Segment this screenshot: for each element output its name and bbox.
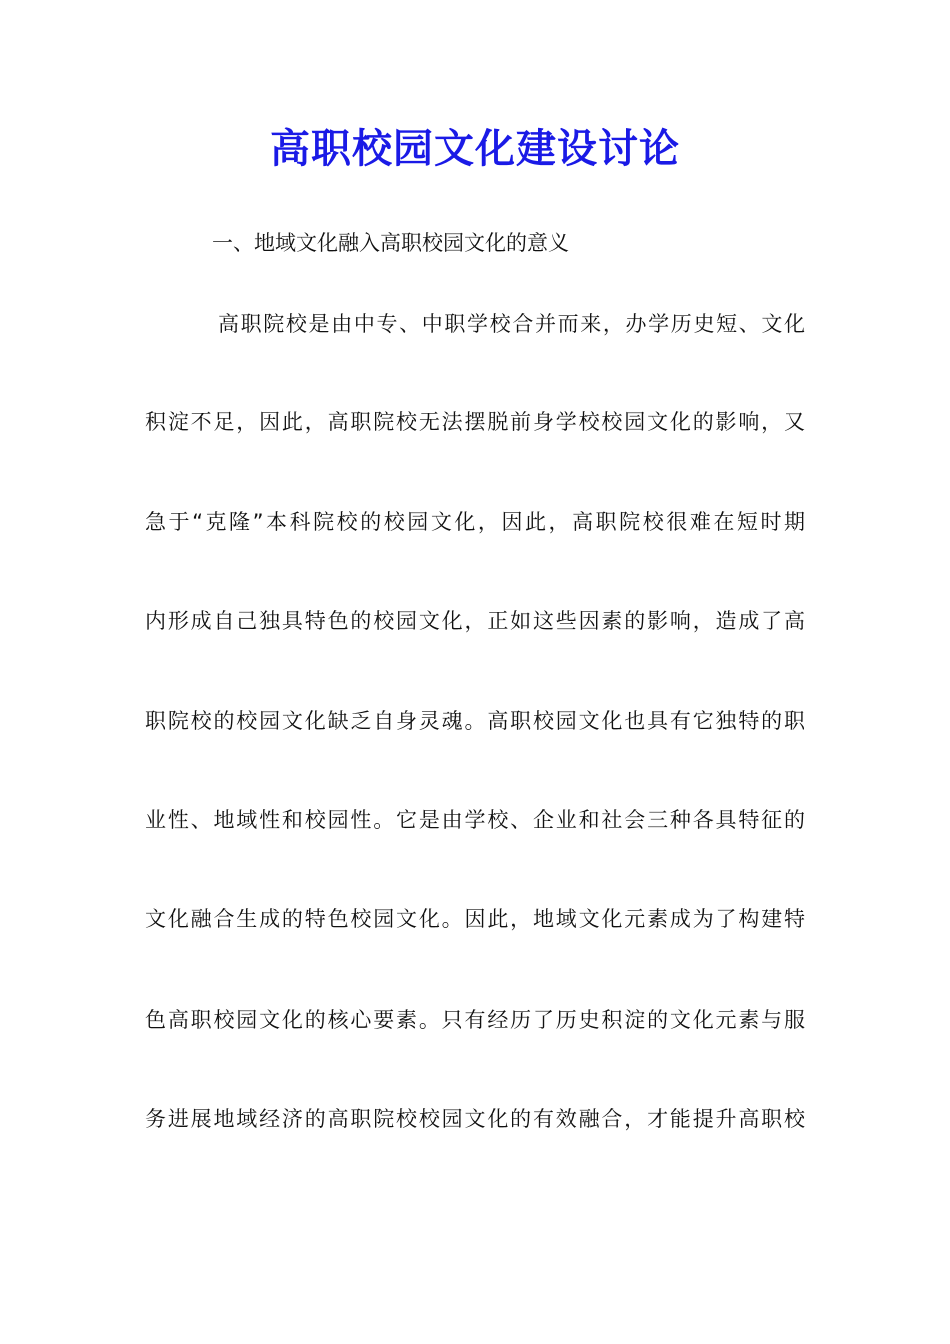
paragraph-line: 文化融合生成的特色校园文化。因此，地域文化元素成为了构建特 bbox=[145, 907, 805, 931]
paragraph-line: 职院校的校园文化缺乏自身灵魂。高职校园文化也具有它独特的职 bbox=[145, 709, 805, 733]
document-title: 高职校园文化建设讨论 bbox=[270, 125, 680, 172]
paragraph-line: 务进展地域经济的高职院校校园文化的有效融合，才能提升高职校 bbox=[145, 1107, 805, 1131]
paragraph-line: 业性、地域性和校园性。它是由学校、企业和社会三种各具特征的 bbox=[145, 808, 805, 832]
paragraph-line: 高职院校是由中专、中职学校合并而来，办学历史短、文化 bbox=[218, 312, 805, 336]
paragraph-line: 急于“克隆”本科院校的校园文化，因此，高职院校很难在短时期 bbox=[145, 510, 805, 534]
paragraph-line: 积淀不足，因此，高职院校无法摆脱前身学校校园文化的影响，又 bbox=[145, 410, 805, 434]
section-heading: 一、地域文化融入高职校园文化的意义 bbox=[212, 231, 569, 255]
paragraph-line: 色高职校园文化的核心要素。只有经历了历史积淀的文化元素与服 bbox=[145, 1008, 805, 1032]
paragraph-line: 内形成自己独具特色的校园文化，正如这些因素的影响，造成了高 bbox=[145, 609, 805, 633]
